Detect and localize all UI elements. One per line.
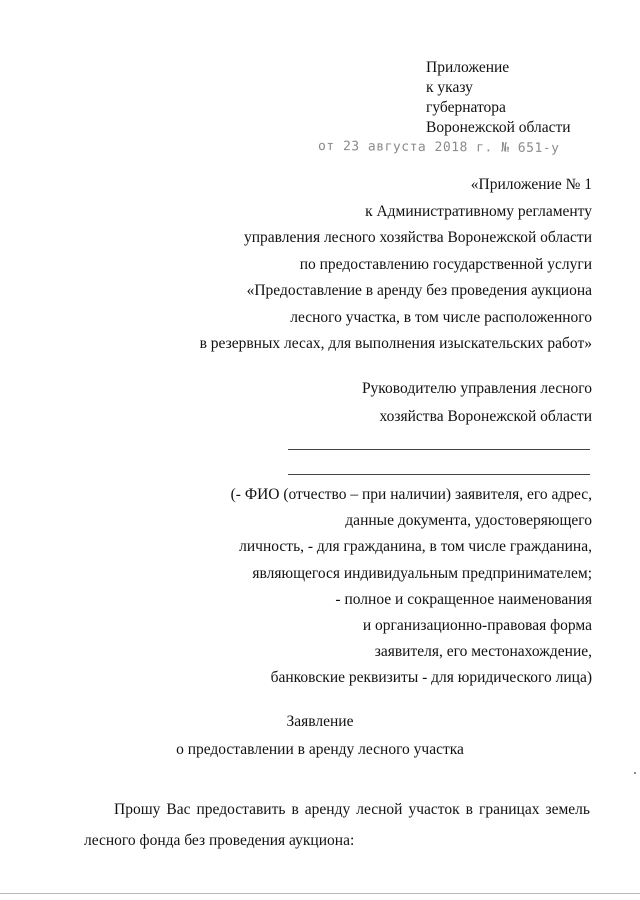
applicant-line: являющегося индивидуальным предпринимателем; (252, 564, 592, 582)
regulation-appendix-heading (200, 172, 592, 358)
request-paragraph (84, 794, 590, 856)
applicant-line: - полное и сокращенное наименования (335, 590, 592, 608)
paragraph-line: Прошу Вас предоставить в аренду лесной участок в границах земель (114, 801, 590, 818)
statement-title: Заявление (286, 713, 354, 730)
paragraph-line: лесного фонда без проведения аукциона: (84, 832, 355, 849)
stamp-line: Воронежской области (426, 119, 571, 136)
appendix-line: по предоставлению государственной услуги (299, 255, 592, 273)
addressee-line: хозяйства Воронежской области (379, 408, 592, 425)
decree-date-stamp: от 23 августа 2018 г. № 651-у (317, 138, 560, 157)
scan-speck (634, 772, 636, 774)
applicant-instructions (231, 482, 592, 692)
appendix-line: к Административному регламенту (365, 202, 592, 220)
stamp-line: губернатора (426, 99, 506, 116)
stamp-line: к указу (426, 79, 473, 96)
applicant-line: личность, - для гражданина, в том числе гражданина, (239, 538, 592, 556)
applicant-line: заявителя, его местонахождение, (374, 643, 592, 661)
applicant-line: и организационно-правовая форма (362, 617, 592, 635)
applicant-line: (- ФИО (отчество – при наличии) заявителя, его адрес, (230, 486, 592, 503)
addressee-block (362, 375, 592, 431)
addressee-line: Руководителю управления лесного (361, 380, 592, 397)
appendix-line: в резервных лесах, для выполнения изыскательских работ» (199, 335, 592, 352)
statement-subtitle: о предоставлении в аренду лесного участка (176, 741, 464, 758)
appendix-line: «Предоставление в аренду без проведения аукциона (246, 282, 592, 299)
appendix-line: лесного участка, в том числе расположенного (290, 308, 592, 326)
page-bottom-edge (0, 893, 640, 894)
appendix-line: «Приложение № 1 (470, 176, 592, 193)
applicant-line: банковские реквизиты - для юридического лица) (270, 669, 592, 687)
decree-appendix-heading (426, 58, 571, 138)
stamp-line: Приложение (426, 59, 510, 76)
blank-fill-line[interactable] (288, 474, 590, 475)
blank-fill-line[interactable] (288, 449, 590, 450)
applicant-line: данные документа, удостоверяющего (345, 512, 592, 530)
appendix-line: управления лесного хозяйства Воронежской области (243, 229, 592, 246)
